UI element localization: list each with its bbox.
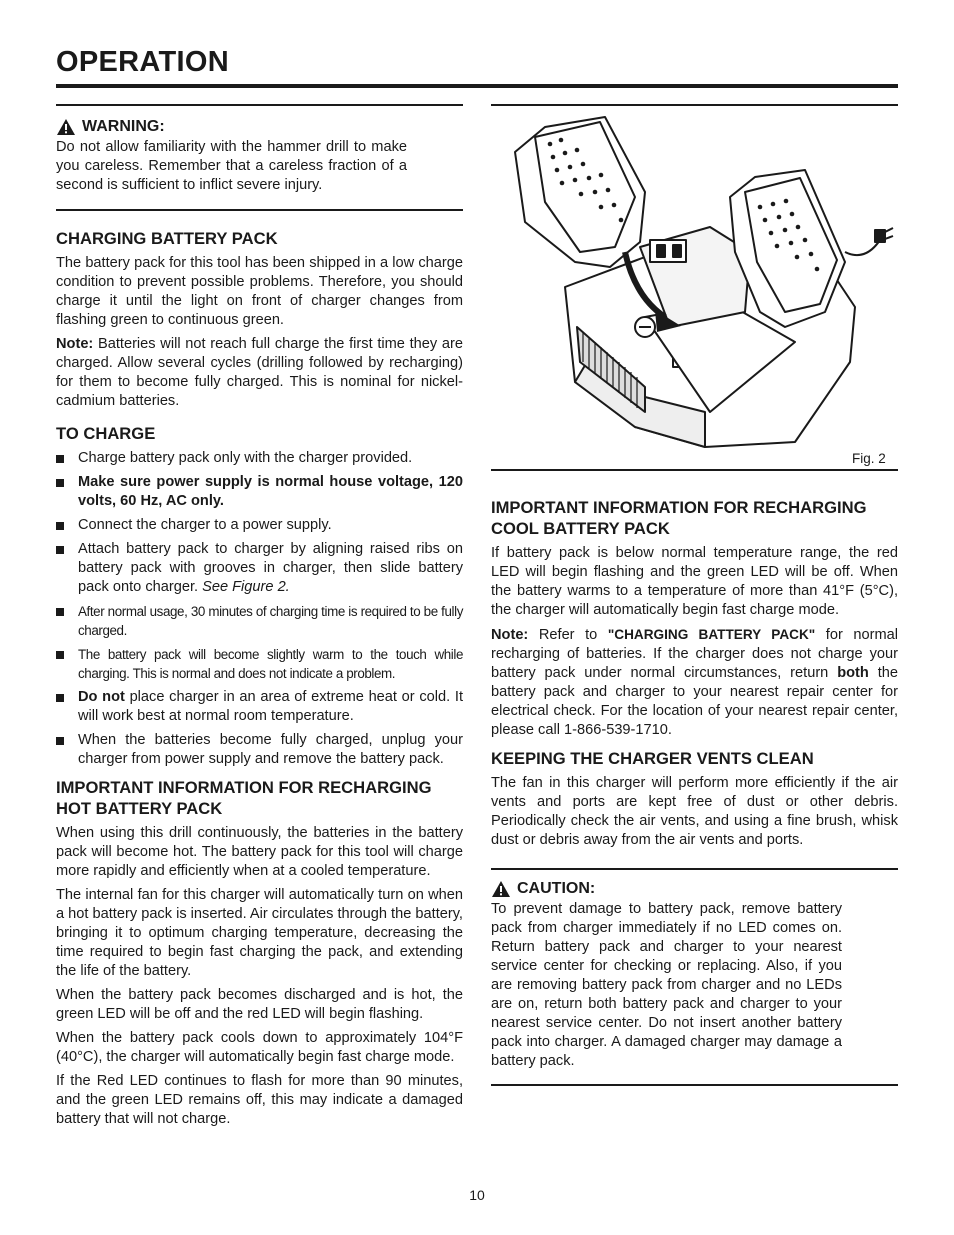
- list-item: When the batteries become fully charged, unplug your charger from power supply and remove the battery pack.: [56, 731, 463, 769]
- hot-paragraph-4: When the battery pack cools down to approximately 104°F (40°C), the charger will automatically begin fast charge mode.: [56, 1030, 463, 1065]
- warning-title: WARNING:: [82, 118, 165, 135]
- charging-paragraph: The battery pack for this tool has been shipped in a low charge condition to prevent possible problems. Therefore, you should charge it until the light on front of charger changes from flashing green to continuous green.: [56, 255, 463, 328]
- note-label: Note:: [56, 336, 94, 352]
- page-title: OPERATION: [56, 46, 229, 78]
- caution-top-rule: [491, 868, 898, 870]
- charger-illustration: [495, 112, 895, 452]
- figure-reference: See Figure 2.: [202, 579, 290, 595]
- caution-box: [491, 879, 898, 1076]
- caution-text: To prevent damage to battery pack, remove battery pack from charger immediately if no LED comes on. Return battery pack and charger to your nearest service center for checking or replacing. Also, if you are removing battery pack from charger and no LEDs are on, return both battery pack and charger to your nearest service center. Do not insert another battery pack into charger. A damaged charger may damage a battery pack.: [491, 901, 842, 1069]
- vents-paragraph: The fan in this charger will perform more efficiently if the air vents and ports are kept free of dust or other debris. Periodically check the air vents, and using a fine brush, whisk dust or debris away from the air vents and ports.: [491, 775, 898, 848]
- charging-reference: "CHARGING BATTERY PACK": [607, 627, 816, 642]
- caution-icon: [491, 880, 511, 898]
- list-item: Do not place charger in an area of extreme heat or cold. It will work best at normal room temperature.: [56, 688, 463, 726]
- list-item: Attach battery pack to charger by aligning raised ribs on battery pack with grooves in charger, then slide battery pack onto charger. See Figure 2.: [56, 540, 463, 597]
- cool-paragraph: If battery pack is below normal temperature range, the red LED will begin flashing and the green LED will be off. When the battery warms to a temperature of more than 41°F (5°C), the charger will automatically begin fast charge mode.: [491, 545, 898, 618]
- warning-text: Do not allow familiarity with the hammer drill to make you careless. Remember that a careless fraction of a second is sufficient to inflict severe injury.: [56, 139, 407, 193]
- to-charge-heading: TO CHARGE: [56, 424, 156, 443]
- charging-note: [56, 335, 463, 411]
- warning-top-rule: [56, 104, 463, 106]
- figure-top-rule: [491, 104, 898, 106]
- hot-paragraph-2: The internal fan for this charger will automatically turn on when a hot battery pack is inserted. Air circulates through the battery, bringing it to optimum charging temperature, decreasing the time required to begin fast charging the pack, and extending the life of the battery.: [56, 887, 463, 979]
- cool-battery-heading: IMPORTANT INFORMATION FOR RECHARGING COOL BATTERY PACK: [491, 498, 867, 538]
- figure-label: Fig. 2: [852, 451, 886, 466]
- figure-bottom-rule: [491, 469, 898, 471]
- left-column: [56, 228, 463, 1134]
- list-item: Connect the charger to a power supply.: [56, 516, 463, 535]
- vents-heading: KEEPING THE CHARGER VENTS CLEAN: [491, 749, 814, 768]
- charging-heading: CHARGING BATTERY PACK: [56, 229, 278, 248]
- warning-box: [56, 117, 463, 200]
- to-charge-list: [56, 449, 463, 769]
- caution-bottom-rule: [491, 1084, 898, 1086]
- list-item: Make sure power supply is normal house voltage, 120 volts, 60 Hz, AC only.: [56, 473, 463, 511]
- list-item: Charge battery pack only with the charger provided.: [56, 449, 463, 468]
- warning-bottom-rule: [56, 209, 463, 211]
- hot-paragraph-3: When the battery pack becomes discharged and is hot, the green LED will be off and the red LED will begin flashing.: [56, 987, 463, 1022]
- title-rule: [56, 84, 898, 88]
- cool-note: Note: Refer to "CHARGING BATTERY PACK" for normal recharging of batteries. If the charger does not charge your battery pack under normal circumstances, return both the battery pack and charger to your nearest repair center for electrical check. For the location of your nearest repair center, please call 1-866-539-1710.: [491, 627, 898, 738]
- list-item: After normal usage, 30 minutes of charging time is required to be fully charged.: [56, 602, 463, 640]
- right-column: [491, 497, 898, 855]
- page-number: 10: [469, 1187, 485, 1203]
- warning-icon: [56, 118, 76, 136]
- list-item: The battery pack will become slightly warm to the touch while charging. This is normal and does not indicate a problem.: [56, 645, 463, 683]
- caution-title: CAUTION:: [517, 880, 596, 897]
- hot-paragraph-1: When using this drill continuously, the batteries in the battery pack will become hot. The battery pack for this tool will charge more rapidly and efficiently when at a cooled temperature.: [56, 825, 463, 879]
- note-text: Batteries will not reach full charge the first time they are charged. Allow several cycles (drilling followed by recharging) for them to become fully charged. This is nominal for nickel-cadmium batteries.: [56, 336, 463, 409]
- hot-paragraph-5: If the Red LED continues to flash for more than 90 minutes, and the green LED remains off, this may indicate a damaged battery that will not charge.: [56, 1073, 463, 1127]
- hot-battery-heading: IMPORTANT INFORMATION FOR RECHARGING HOT BATTERY PACK: [56, 778, 432, 818]
